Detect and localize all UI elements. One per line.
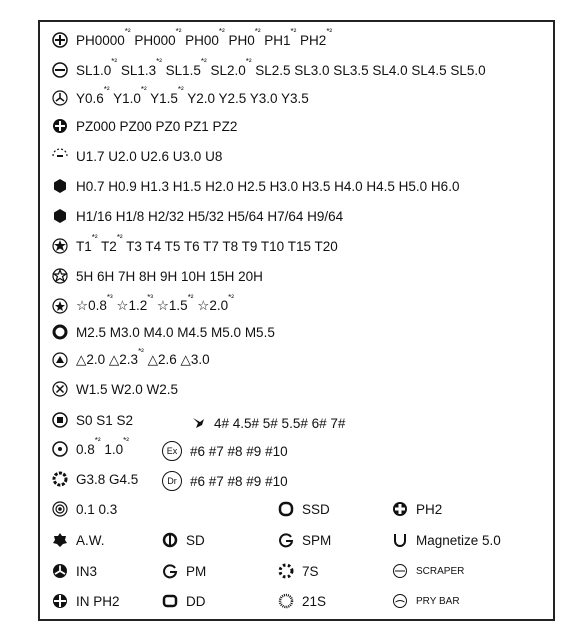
dot-icon [52,441,68,457]
tool-item [52,501,117,517]
nut-driver-icon [52,324,68,340]
bit-row-label: △2.0 $\triangle 2.3^{*^2}$ △2.6 △3.0 [76,346,210,367]
tool-item [52,532,105,548]
21s-icon [278,593,294,609]
tool-item [162,593,206,609]
bit-row-label: $PH0000^{*^2}$ $PH000^{*^2}$ $PH00^{*^2}$ $PH0^{*^2}$ $PH1^{*^2}$ $PH2^{*^2}$ [76,27,333,48]
hex-metric-icon [52,178,68,194]
pm-icon [162,563,178,579]
ssd-icon [278,501,294,517]
tool-item-label: DD [186,593,206,609]
tri-wing-icon [52,90,68,106]
dr-bit-row [162,471,288,491]
tool-item-label: 0.1 0.3 [76,501,118,517]
bit-row [52,346,210,368]
tool-item-label: IN3 [76,563,98,579]
ring-dot-icon [52,501,68,517]
tool-item [278,501,330,517]
dot-bit-label: $0.8^{*^2}$ $1.0^{*^2}$ [76,436,129,457]
tool-item-label: SD [186,532,205,548]
tool-item [52,593,120,609]
dd-icon [162,593,178,609]
tool-item [392,501,442,517]
ex-bit-label: #6 #7 #8 #9 #10 [190,443,288,459]
tool-item [278,593,326,609]
bit-row [52,27,333,48]
triangle-icon [52,352,68,368]
ex-badge: Ex [162,441,182,461]
spm-icon [278,532,294,548]
tool-item-label: 21S [302,593,327,609]
bit-row-label: H0.7 H0.9 H1.3 H1.5 H2.0 H2.5 H3.0 H3.5 H4.0 H4.5 H5.0 H6.0 [76,178,460,194]
bit-row [52,178,459,194]
bit-row-label: $SL1.0^{*^2}$ $SL1.3^{*^2}$ $SL1.5^{*^2}$ $SL2.0^{*^2}$ SL2.5 SL3.0 SL3.5 SL4.0 SL4.5 SL5.0 [76,57,486,78]
bit-row-label: PZ000 PZ00 PZ0 PZ1 PZ2 [76,118,238,134]
hex-imperial-icon [52,208,68,224]
bit-row [52,233,338,254]
tool-item [392,532,501,548]
tool-item [52,563,97,579]
tool-item [162,532,205,548]
wrench-icon [190,415,206,431]
pry-bar-icon [392,593,408,609]
ph2-plus-icon [392,501,408,517]
ex-bit-row [162,441,288,461]
tool-item-label: PM [186,563,207,579]
bit-row [52,57,486,78]
in-ph2-icon [52,593,68,609]
tool-item-label: PH2 [416,501,443,517]
tool-item-label: SPM [302,532,332,548]
tool-item-label: SCRAPER [416,565,465,577]
bit-row-label: 5H 6H 7H 8H 9H 10H 15H 20H [76,268,263,284]
bit-row-label: $Y0.6^{*^2}$ $Y1.0^{*^2}$ $Y1.5^{*^2}$ Y2.0 Y2.5 Y3.0 Y3.5 [76,85,309,106]
tool-item-label: PRY BAR [416,595,460,607]
dr-bit-label: #6 #7 #8 #9 #10 [190,473,288,489]
bit-row-label: H1/16 H1/8 H2/32 H5/32 H5/64 H7/64 H9/64 [76,208,344,224]
tool-item [278,532,331,548]
bit-row [52,118,237,134]
magnet-icon [392,532,408,548]
u-shape-icon [52,148,68,164]
bit-row [52,268,263,284]
pozidriv-icon [52,118,68,134]
pentalobe-icon [52,298,68,314]
bit-row [52,148,222,164]
tool-item-label: SSD [302,501,330,517]
tool-item [392,593,460,609]
g-bit-label: G3.8 G4.5 [76,471,139,487]
bit-row [52,85,309,106]
g-bit-row [52,471,138,487]
tool-item [278,563,319,579]
tool-item [392,563,464,579]
bit-row-label: $☆0.8^{*^3}$ $☆1.2^{*^3}$ $☆1.5^{*^2}$ $☆2.0^{*^2}$ [76,292,234,313]
dr-badge: Dr [162,471,182,491]
tool-item-label: 7S [302,563,319,579]
scraper-icon [392,563,408,579]
phillips-icon [52,32,68,48]
dot-bit-row [52,436,129,457]
square-bit-label: S0 S1 S2 [76,412,134,428]
wrench-bit-row [190,415,345,431]
bit-row [52,381,178,397]
bit-row [52,324,275,340]
tool-item-label: Magnetize 5.0 [416,532,501,548]
tool-item-label: A.W. [76,532,105,548]
bit-row-label: M2.5 M3.0 M4.0 M4.5 M5.0 M5.5 [76,324,275,340]
bit-row-label: W1.5 W2.0 W2.5 [76,381,179,397]
bit-row [52,292,234,314]
bit-chart-frame [38,20,555,621]
sd-icon [162,532,178,548]
cross-w-icon [52,381,68,397]
tool-item-label: IN PH2 [76,593,120,609]
square-icon [52,412,68,428]
aw-icon [52,532,68,548]
wrench-bit-label: 4# 4.5# 5# 5.5# 6# 7# [214,415,346,431]
torx-icon [52,238,68,254]
gear-bit-icon [52,471,68,487]
tool-item [162,563,206,579]
slotted-icon [52,62,68,78]
bit-row-label: U1.7 U2.0 U2.6 U3.0 U8 [76,148,223,164]
security-torx-icon [52,268,68,284]
7s-icon [278,563,294,579]
in3-icon [52,563,68,579]
square-bit-row [52,412,133,428]
bit-row-label: $T1^{*^2}$ $T2^{*^2}$ T3 T4 T5 T6 T7 T8 T9 T10 T15 T20 [76,233,338,254]
bit-row [52,208,343,224]
